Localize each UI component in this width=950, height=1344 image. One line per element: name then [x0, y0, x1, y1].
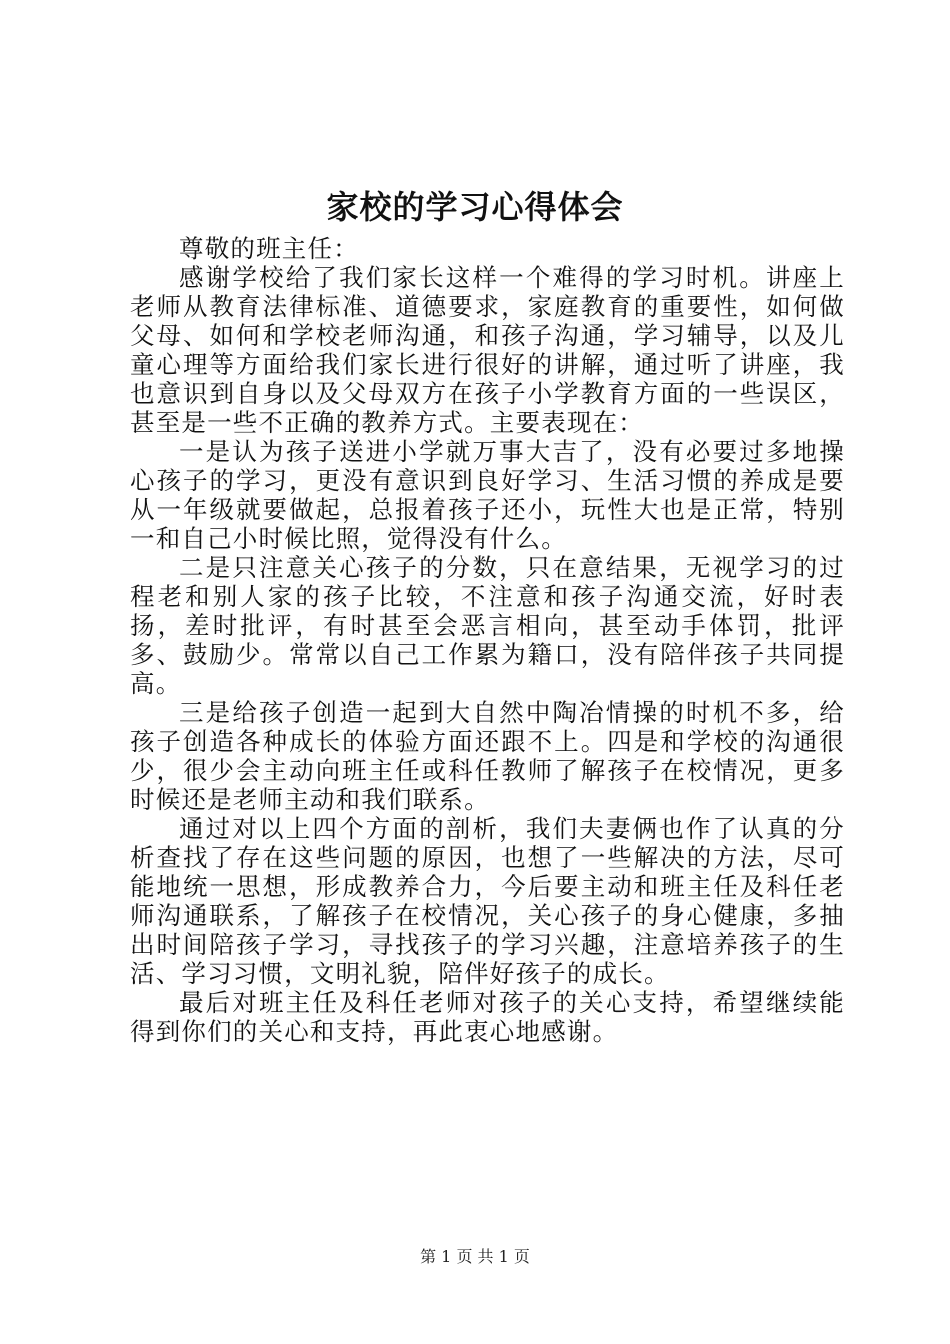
document-title: 家校的学习心得体会: [326, 188, 624, 226]
document-body: [130, 234, 845, 1046]
paragraph-5: 通过对以上四个方面的剖析，我们夫妻俩也作了认真的分析查找了存在这些问题的原因，也想了一些解决的方法，尽可能地统一思想，形成教养合力，今后要主动和班主任及科任老师沟通联系，了解孩子在校情况，关心孩子的身心健康，多抽出时间陪孩子学习，寻找孩子的学习兴趣，注意培养孩子的生活、学习习惯，文明礼貌，陪伴好孩子的成长。: [130, 814, 845, 988]
paragraph-1: 感谢学校给了我们家长这样一个难得的学习时机。讲座上老师从教育法律标准、道德要求，家庭教育的重要性，如何做父母、如何和学校老师沟通，和孩子沟通，学习辅导，以及儿童心理等方面给我们家长进行很好的讲解，通过听了讲座，我也意识到自身以及父母双方在孩子小学教育方面的一些误区，甚至是一些不正确的教养方式。主要表现在：: [130, 263, 845, 437]
paragraph-6: 最后对班主任及科任老师对孩子的关心支持，希望继续能得到你们的关心和支持，再此衷心地感谢。: [130, 988, 845, 1046]
page-number-footer: 第 1 页 共 1 页: [420, 1247, 530, 1266]
salutation: 尊敬的班主任：: [179, 234, 359, 263]
paragraph-2: 一是认为孩子送进小学就万事大吉了，没有必要过多地操心孩子的学习，更没有意识到良好学习、生活习惯的养成是要从一年级就要做起，总报着孩子还小，玩性大也是正常，特别一和自己小时候比照，觉得没有什么。: [130, 437, 845, 553]
paragraph-3: 二是只注意关心孩子的分数，只在意结果，无视学习的过程老和别人家的孩子比较，不注意和孩子沟通交流，好时表扬，差时批评，有时甚至会恶言相向，甚至动手体罚，批评多、鼓励少。常常以自己工作累为籍口，没有陪伴孩子共同提高。: [130, 553, 845, 698]
paragraph-4: 三是给孩子创造一起到大自然中陶冶情操的时机不多，给孩子创造各种成长的体验方面还跟不上。四是和学校的沟通很少，很少会主动向班主任或科任教师了解孩子在校情况，更多时候还是老师主动和我们联系。: [130, 698, 845, 814]
